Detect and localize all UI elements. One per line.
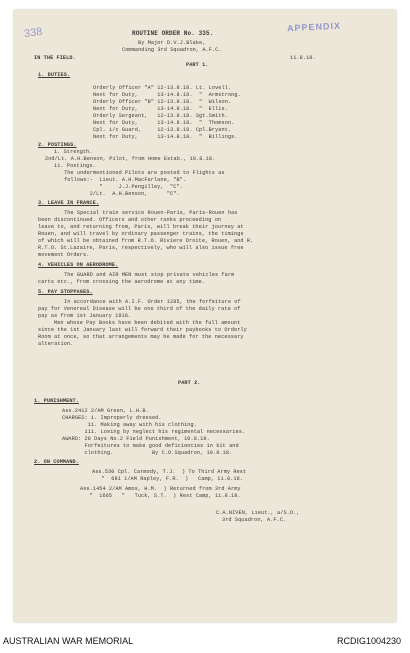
- signature-name: C.A.NIVEN, Lieut., a/S.O.,: [216, 510, 300, 516]
- footer-record-id: RCDIG1004230: [337, 636, 402, 646]
- leave-line: The Special train service Rouen-Paris, Paris-Rouen has: [64, 210, 238, 216]
- footer-source: AUSTRALIAN WAR MEMORIAL: [3, 636, 134, 646]
- pay-line: alteration.: [38, 341, 74, 347]
- section-heading: 3. LEAVE IN FRANCE.: [38, 200, 100, 206]
- posting-line: ii. Postings.: [54, 163, 96, 169]
- punishment-line: CHARGES: i. Improperly dressed.: [62, 415, 162, 421]
- appendix-stamp: APPENDIX: [286, 20, 342, 34]
- posting-line: 2nd/Lt. A.H.Benson, Pilot, from Home Estab., 10.8.18.: [45, 156, 216, 162]
- pay-line: In accordance with A.I.F. Order 1285, the forfeiture of: [64, 299, 241, 305]
- duty-line: Next for Duty, 13-14.8.18. " Ellis.: [93, 106, 228, 112]
- section-heading: 1. PUNISHMENT.: [34, 398, 79, 404]
- punishment-line: ii. Making away with his clothing.: [62, 422, 197, 428]
- signature-unit: 3rd Squadron, A.F.C.: [222, 517, 287, 523]
- leave-line: leave to, and returning from, Paris, will break their journey at: [38, 224, 244, 230]
- punishment-line: Forfeitures to make good deficiencies in kit and: [62, 443, 239, 449]
- leave-line: movement Orders.: [38, 252, 90, 258]
- pay-line: Men whose Pay Books have been debited with the full amount: [54, 320, 241, 326]
- punishment-line: iii. Losing by neglect his regimental necessaries.: [62, 429, 246, 435]
- order-title: ROUTINE ORDER No. 335.: [132, 30, 214, 37]
- posting-line: " J.J.Pengilley, "C".: [64, 184, 183, 190]
- page-number-annotation: 338: [23, 25, 44, 41]
- order-location: IN THE FIELD.: [34, 55, 76, 61]
- order-commanding: Commanding 3rd Squadron, A.F.C.: [122, 47, 222, 53]
- pay-line: pay as from 1st January 1918.: [38, 313, 132, 319]
- duty-line: Orderly Officer "A" 12-13.8.18. Lt. Lovell.: [93, 85, 232, 91]
- command-line: " 1665 " Tuck, S.T. ) Rest Camp, 11.8.18.: [80, 493, 241, 499]
- part-2-label: PART 2.: [178, 380, 201, 386]
- duty-line: Next for Duty, 13-14.8.18. " Armstrong.: [93, 92, 241, 98]
- pay-line: Room at once, so that arrangements may be made for the necessary: [38, 334, 244, 340]
- leave-line: Rouen, and will travel by ordinary passenger trains, the timings: [38, 231, 244, 237]
- pay-line: pay for Venereal Disease will be one third of the daily rate of: [38, 306, 241, 312]
- duty-line: Cpl. i/c Guard, 12-13.8.18. Cpl.Bryant.: [93, 127, 232, 133]
- pay-line: since the 1st January last will forward their paybooks to Orderly: [38, 327, 247, 333]
- command-line: Ass.530 Cpl. Carmody, T.J. ) To Third Army Rest: [92, 469, 247, 475]
- vehicles-line: carts etc., from crossing the aerodrome at any time.: [38, 279, 206, 285]
- part-1-label: PART 1.: [186, 62, 209, 68]
- leave-line: R.T.O. St.Lazaire, Paris, respectively, who will also issue free: [38, 245, 244, 251]
- posting-line: follows:- Lieut. A.H.MacFarlane, "B".: [64, 177, 187, 183]
- command-line: " 681 1/AM Rapley, F.R. ) Camp, 11.8.18.: [92, 476, 244, 482]
- posting-line: 2/Lt. A.H.Benson, "C".: [64, 191, 180, 197]
- vehicles-line: The GUARD and AIR MEN must stop private vehicles farm: [64, 272, 235, 278]
- section-heading: 4. VEHICLES ON AERODROME.: [38, 262, 119, 268]
- section-heading: 2. POSTINGS.: [38, 142, 77, 148]
- section-heading: 2. ON COMMAND.: [34, 459, 79, 465]
- posting-line: The undermentioned Pilots are posted to Flights as: [64, 170, 225, 176]
- posting-line: i. Strength.: [54, 149, 93, 155]
- order-by: By Major D.V.J.Blake,: [138, 40, 206, 46]
- punishment-line: AWARD: 28 Days No.2 Field Punishment, 10.8.18.: [62, 436, 210, 442]
- order-date: 11.8.18.: [290, 55, 316, 61]
- punishment-line: Ass.2412 2/AM Green, L.H.B.: [62, 408, 149, 414]
- section-heading: 1. DUTIES.: [38, 72, 71, 78]
- command-line: Ass.1454 2/AM Amos, H.M. ) Returned from 3rd Army: [80, 486, 241, 492]
- duty-line: Orderly Officer "B" 12-13.8.18. " Wilson.: [93, 99, 232, 105]
- duty-line: Next for Duty, 13-14.8.18. " Billings.: [93, 134, 238, 140]
- leave-line: of which will be obtained from R.T.O. Riviere Droite, Rouen, and R.: [38, 238, 254, 244]
- leave-line: been discontinued. Officers and other ranks proceeding on: [38, 217, 222, 223]
- punishment-line: clothing. By C.O.Squadron, 10.8.18.: [62, 450, 233, 456]
- duty-line: Orderly Sergeant, 12-13.8.18. Sgt.Smith.: [93, 113, 228, 119]
- section-heading: 5. PAY STOPPAGES.: [38, 289, 93, 295]
- duty-line: Next for Duty, 13-14.8.18. " Thomson.: [93, 120, 235, 126]
